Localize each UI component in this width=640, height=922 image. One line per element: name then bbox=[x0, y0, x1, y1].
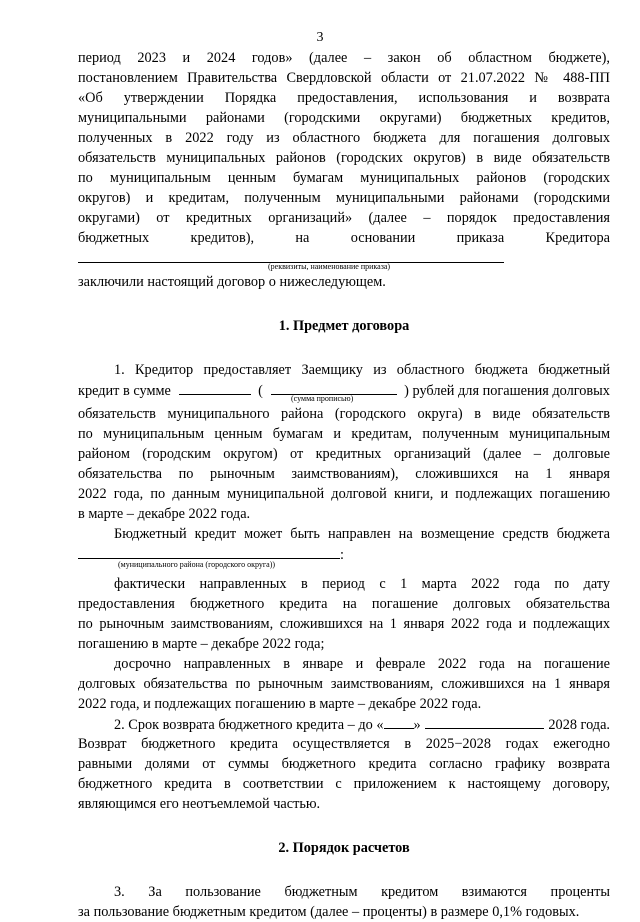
reimbursement-line: Бюджетный кредит может быть направлен на возмещение средств бюджета bbox=[114, 526, 610, 542]
reimbursement-item-2: долговых обязательства по рыночным заимствованиям, сложившихся на 1 января bbox=[78, 676, 610, 692]
section-1-heading: 1. Предмет договора bbox=[278, 318, 410, 334]
clause-1-line: районом (городским округом) от кредитных организаций (далее – долговые bbox=[78, 446, 610, 462]
order-details-underline bbox=[78, 248, 504, 263]
amount-figures-blank bbox=[179, 380, 251, 395]
reimbursement-item-1: погашению в марте – декабре 2022 года; bbox=[78, 636, 325, 652]
amount-words-open: ( bbox=[258, 383, 263, 399]
amount-words-blank bbox=[271, 380, 397, 395]
reimbursement-item-1: предоставления бюджетного кредита на погашение долговых обязательства bbox=[78, 596, 610, 612]
amount-suffix: ) рублей для погашения долговых bbox=[404, 383, 610, 399]
order-details-caption: (реквизиты, наименование приказа) bbox=[268, 262, 391, 271]
clause-2-line: равными долями от суммы бюджетного кредита согласно графику возврата bbox=[78, 756, 610, 772]
term-day-blank bbox=[384, 714, 414, 729]
municipality-blank bbox=[78, 544, 340, 559]
clause-3-line: за пользование бюджетным кредитом (далее – проценты) в размере 0,1% годовых. bbox=[78, 904, 580, 920]
page-number: 3 bbox=[316, 30, 324, 45]
clause-2-line: Возврат бюджетного кредита осуществляется в 2025−2028 годах ежегодно bbox=[78, 736, 610, 752]
amount-prefix: кредит в сумме bbox=[78, 383, 171, 399]
municipality-caption: (муниципального района (городского округа)) bbox=[118, 560, 276, 569]
intro-line: бюджетных кредитов), на основании приказа Кредитора bbox=[78, 230, 610, 246]
amount-words-caption: (сумма прописью) bbox=[291, 394, 354, 403]
term-prefix: 2. Срок возврата бюджетного кредита – до « bbox=[114, 717, 384, 733]
reimbursement-item-2: досрочно направленных в январе и феврале 2022 года на погашение bbox=[114, 656, 610, 672]
intro-closing: заключили настоящий договор о нижеследующем. bbox=[78, 274, 386, 290]
intro-line: период 2023 и 2024 годов» (далее – закон об областном бюджете), bbox=[78, 50, 610, 66]
clause-1-line: обязательств муниципального района (городского округа) в виде обязательств bbox=[78, 406, 610, 422]
intro-line: постановлением Правительства Свердловской области от 21.07.2022 № 488-ПП bbox=[78, 70, 610, 86]
reimbursement-item-1: по рыночным заимствованиям, сложившихся на 1 января 2022 года и подлежащих bbox=[78, 616, 610, 632]
clause-1-line: в марте – декабре 2022 года. bbox=[78, 506, 251, 522]
document-body bbox=[78, 48, 610, 922]
reimbursement-item-1: фактически направленных в период с 1 марта 2022 года по дату bbox=[114, 576, 610, 592]
intro-line: муниципальными районами (городскими округами) бюджетных кредитов, bbox=[78, 110, 610, 126]
term-month-blank bbox=[425, 714, 545, 729]
intro-line: округами) от кредитных организаций» (далее – порядок предоставления bbox=[78, 210, 610, 226]
section-2-heading: 2. Порядок расчетов bbox=[278, 840, 410, 856]
clause-1-line: 1. Кредитор предоставляет Заемщику из областного бюджета бюджетный bbox=[114, 362, 610, 378]
reimbursement-item-2: 2022 года, и подлежащих погашению в марте – декабре 2022 года. bbox=[78, 696, 482, 712]
term-quote-close: » bbox=[413, 717, 421, 733]
intro-line: «Об утверждении Порядка предоставления, использования и возврата bbox=[78, 90, 610, 106]
intro-line: округов) и кредитам, полученным муниципальными районами (городскими bbox=[78, 190, 610, 206]
term-year: 2028 года. bbox=[548, 717, 610, 733]
order-details-blank bbox=[78, 248, 610, 262]
clause-2-line: бюджетного кредита в соответствии с приложением к настоящему договору, bbox=[78, 776, 610, 792]
clause-3-line: 3. За пользование бюджетным кредитом взимаются проценты bbox=[114, 884, 610, 900]
clause-1-line: обязательства по рыночным заимствованиям), сложившихся на 1 января bbox=[78, 466, 610, 482]
clause-2-term-line bbox=[78, 714, 610, 734]
intro-line: обязательств муниципальных районов (городских округов) в виде обязательств bbox=[78, 150, 610, 166]
intro-line: полученных в 2022 году из областного бюджета для погашения долговых bbox=[78, 130, 610, 146]
municipality-colon: : bbox=[340, 547, 344, 563]
clause-1-line: по муниципальным ценным бумагам и кредитам, полученным муниципальным bbox=[78, 426, 610, 442]
intro-line: по муниципальным ценным бумагам муниципальных районов (городских bbox=[78, 170, 610, 186]
clause-1-line: 2022 года, по данным муниципальной долговой книги, и подлежащих погашению bbox=[78, 486, 610, 502]
clause-2-line: являющимся его неотъемлемой частью. bbox=[78, 796, 321, 812]
